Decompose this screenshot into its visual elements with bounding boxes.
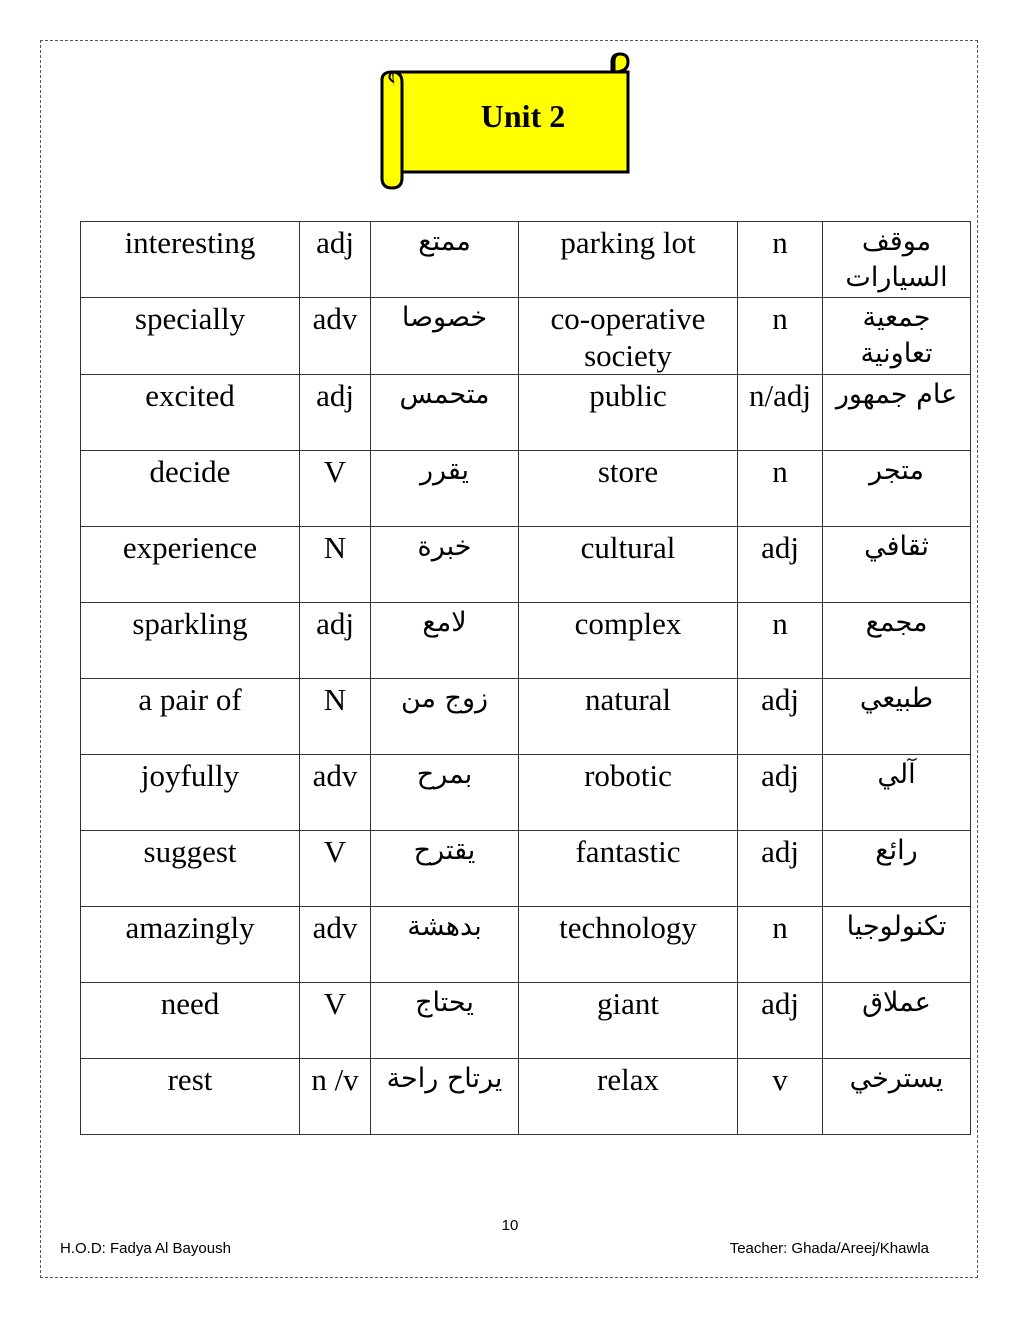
arabic-meaning-cell: آلي — [823, 755, 971, 831]
arabic-meaning-cell: يرتاح راحة — [371, 1059, 519, 1135]
arabic-meaning-cell: بدهشة — [371, 907, 519, 983]
english-word-cell: store — [519, 451, 738, 527]
part-of-speech-cell: n/adj — [738, 375, 823, 451]
part-of-speech-cell: v — [738, 1059, 823, 1135]
table-row — [81, 222, 971, 298]
part-of-speech-cell: n — [738, 298, 823, 375]
english-word-cell: natural — [519, 679, 738, 755]
table-row — [81, 983, 971, 1059]
arabic-meaning-cell: خبرة — [371, 527, 519, 603]
table-row — [81, 603, 971, 679]
table-row — [81, 1059, 971, 1135]
part-of-speech-cell: adv — [300, 907, 371, 983]
arabic-meaning-cell: تكنولوجيا — [823, 907, 971, 983]
english-word-cell: specially — [81, 298, 300, 375]
hod-credit: H.O.D: Fadya Al Bayoush — [60, 1240, 231, 1257]
english-word-cell: parking lot — [519, 222, 738, 298]
teacher-credit: Teacher: Ghada/Areej/Khawla — [729, 1240, 929, 1257]
english-word-cell: suggest — [81, 831, 300, 907]
table-row — [81, 375, 971, 451]
arabic-meaning-cell: متجر — [823, 451, 971, 527]
arabic-meaning-cell: يقترح — [371, 831, 519, 907]
english-word-cell: complex — [519, 603, 738, 679]
part-of-speech-cell: V — [300, 983, 371, 1059]
part-of-speech-cell: V — [300, 831, 371, 907]
arabic-meaning-cell: يسترخي — [823, 1059, 971, 1135]
part-of-speech-cell: n /v — [300, 1059, 371, 1135]
arabic-meaning-cell: لامع — [371, 603, 519, 679]
part-of-speech-cell: adj — [738, 527, 823, 603]
arabic-meaning-cell: يقرر — [371, 451, 519, 527]
part-of-speech-cell: adj — [738, 831, 823, 907]
part-of-speech-cell: n — [738, 451, 823, 527]
english-word-cell: need — [81, 983, 300, 1059]
arabic-meaning-cell: طبيعي — [823, 679, 971, 755]
part-of-speech-cell: adj — [300, 603, 371, 679]
part-of-speech-cell: n — [738, 907, 823, 983]
english-word-cell: joyfully — [81, 755, 300, 831]
unit-banner — [378, 50, 634, 192]
english-word-cell: interesting — [81, 222, 300, 298]
part-of-speech-cell: N — [300, 527, 371, 603]
arabic-meaning-cell: موقف السيارات — [823, 222, 971, 298]
part-of-speech-cell: n — [738, 222, 823, 298]
part-of-speech-cell: adj — [300, 222, 371, 298]
arabic-meaning-cell: ممتع — [371, 222, 519, 298]
english-word-cell: public — [519, 375, 738, 451]
english-word-cell: amazingly — [81, 907, 300, 983]
part-of-speech-cell: adj — [300, 375, 371, 451]
table-row — [81, 298, 971, 375]
arabic-meaning-cell: عام جمهور — [823, 375, 971, 451]
english-word-cell: sparkling — [81, 603, 300, 679]
arabic-meaning-cell: عملاق — [823, 983, 971, 1059]
english-word-cell: excited — [81, 375, 300, 451]
arabic-meaning-cell: بمرح — [371, 755, 519, 831]
table-row — [81, 755, 971, 831]
arabic-meaning-cell: خصوصا — [371, 298, 519, 375]
vocabulary-table — [80, 221, 971, 1135]
arabic-meaning-cell: ثقافي — [823, 527, 971, 603]
part-of-speech-cell: N — [300, 679, 371, 755]
english-word-cell: experience — [81, 527, 300, 603]
arabic-meaning-cell: زوج من — [371, 679, 519, 755]
part-of-speech-cell: adj — [738, 755, 823, 831]
part-of-speech-cell: adj — [738, 983, 823, 1059]
table-row — [81, 831, 971, 907]
arabic-meaning-cell: جمعية تعاونية — [823, 298, 971, 375]
arabic-meaning-cell: متحمس — [371, 375, 519, 451]
part-of-speech-cell: adv — [300, 298, 371, 375]
table-row — [81, 907, 971, 983]
english-word-cell: relax — [519, 1059, 738, 1135]
unit-title: Unit 2 — [480, 98, 566, 134]
part-of-speech-cell: adv — [300, 755, 371, 831]
english-word-cell: fantastic — [519, 831, 738, 907]
part-of-speech-cell: adj — [738, 679, 823, 755]
english-word-cell: co-operative society — [519, 298, 738, 375]
arabic-meaning-cell: يحتاج — [371, 983, 519, 1059]
english-word-cell: rest — [81, 1059, 300, 1135]
table-row — [81, 527, 971, 603]
english-word-cell: a pair of — [81, 679, 300, 755]
arabic-meaning-cell: مجمع — [823, 603, 971, 679]
english-word-cell: technology — [519, 907, 738, 983]
english-word-cell: decide — [81, 451, 300, 527]
english-word-cell: cultural — [519, 527, 738, 603]
english-word-cell: robotic — [519, 755, 738, 831]
table-row — [81, 679, 971, 755]
english-word-cell: giant — [519, 983, 738, 1059]
page-number: 10 — [501, 1217, 519, 1234]
arabic-meaning-cell: رائع — [823, 831, 971, 907]
part-of-speech-cell: n — [738, 603, 823, 679]
part-of-speech-cell: V — [300, 451, 371, 527]
table-row — [81, 451, 971, 527]
